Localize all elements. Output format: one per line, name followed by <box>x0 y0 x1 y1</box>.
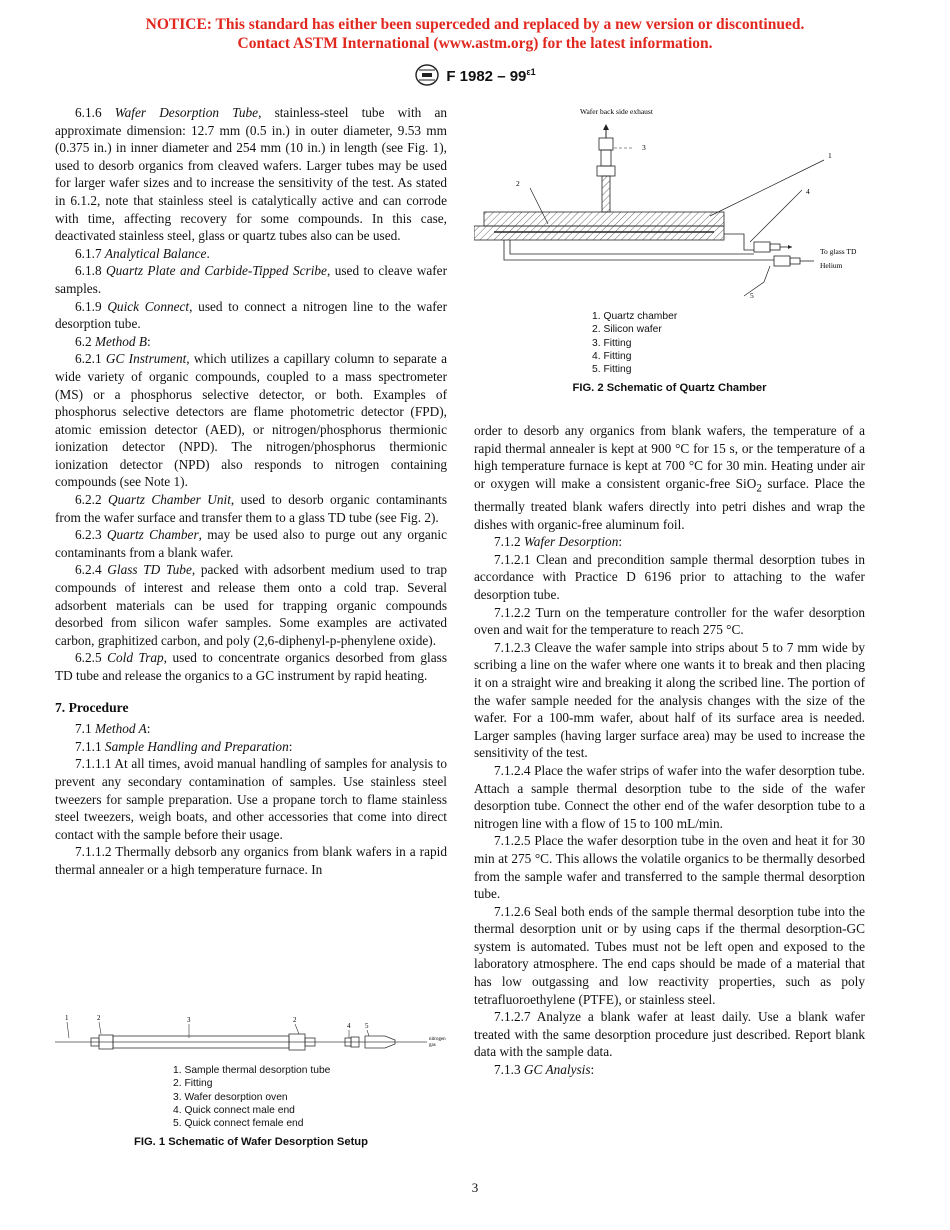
para-7-1-1-1: 7.1.1.1 At all times, avoid manual handling of samples for analysis to prevent any secondary contamination of samples. Use stainless steel tweezers for sample preparation. Use a propane torch to flame stainless steel tweezers, weigh boats, and other accessories that come into direct contact with the sample before their usage. <box>55 756 447 842</box>
fig1-legend <box>173 1064 330 1130</box>
fig1-legend-item: 3. Wafer desorption oven <box>173 1091 288 1103</box>
fig2-label-1: 1 <box>828 151 832 160</box>
para-6-1-7: 6.1.7 Analytical Balance. <box>75 245 210 261</box>
fig1-legend-item: 4. Quick connect male end <box>173 1104 295 1116</box>
wafer-desorption-setup-drawing <box>55 1008 447 1068</box>
astm-logo-icon <box>414 64 440 90</box>
document-header <box>0 64 950 90</box>
figure-1 <box>55 1008 447 1158</box>
para-6-2-4: 6.2.4 Glass TD Tube, packed with adsorbent medium used to trap compounds of interest and release them onto a cold trap. Several adsorbent materials can be used for trapping organic compounds desorbed from silicon wafer samples. Some examples are activated carbon, graphitized carbon, and poly (2,6-diphenyl-p-phenylene oxide). <box>55 562 447 648</box>
fig1-caption: FIG. 1 Schematic of Wafer Desorption Setup <box>134 1136 368 1148</box>
notice-line-2: Contact ASTM International (www.astm.org) for the latest information. <box>237 35 713 52</box>
fig2-label-2: 2 <box>516 179 520 188</box>
fig1-legend-item: 5. Quick connect female end <box>173 1118 304 1130</box>
para-7-1-2-3: 7.1.2.3 Cleave the wafer sample into strips about 5 to 7 mm wide by scribing a line on the wafer where one wants it to break and then placing it on a straight wire and breaking it along the scribed line. The portion of the wafer sample needed for the analysis changes with the size of the wafer. For a 100-mm wafer, about half of its surface area is needed. Larger samples (having larger surface area) may be used to increase the sensitivity of the test. <box>474 639 865 761</box>
para-6-1-9: 6.1.9 Quick Connect, used to connect a nitrogen line to the wafer desorption tube. <box>55 298 448 332</box>
para-7-1-2: 7.1.2 Wafer Desorption: <box>494 534 623 550</box>
fig1-label-1: 1 <box>65 1014 69 1022</box>
fig1-label-3: 3 <box>187 1016 191 1024</box>
para-7-1-2-5: 7.1.2.5 Place the wafer desorption tube in the oven and heat it for 30 min at 275 °C. This allows the volatile organics to be thermally desorbed from the sample wafer and transferred to the sample thermal desorption tube. <box>474 833 865 902</box>
para-7-1-1-2-continued: order to desorb any organics from blank wafers, the temperature of a rapid thermal annealer is kept at 900 °C for 15 s, or the temperature of a high temperature furnace is kept at 700 °C for 30 min. Heating under air or oxygen will make a consistent organic-free SiO$_2$ surface. Place the thermally treated blank wafers directly into petri dishes and wrap the dishes with organic-free aluminum foil. <box>474 423 865 532</box>
fig2-legend-item: 2. Silicon wafer <box>592 324 662 336</box>
fig2-legend-item: 4. Fitting <box>592 350 632 362</box>
para-6-2-2: 6.2.2 Quartz Chamber Unit, used to desorb organic contaminants from the wafer surface and transfer them to a glass TD tube (see Fig. 2). <box>55 492 447 525</box>
fig2-legend-item: 5. Fitting <box>592 364 632 376</box>
page-number: 3 <box>471 1180 479 1195</box>
para-7-1-1: 7.1.1 Sample Handling and Preparation: <box>75 738 293 754</box>
para-7-1: 7.1 Method A: <box>75 721 151 737</box>
quartz-chamber-drawing <box>474 104 865 304</box>
para-7-1-2-7: 7.1.2.7 Analyze a blank wafer at least daily. Use a blank wafer treated with the same desorption procedure just described. Report blank data with the sample data. <box>474 1009 865 1060</box>
epsilon-mark: ε1 <box>526 66 536 77</box>
fig1-label-2b: 2 <box>293 1016 297 1024</box>
fig2-label-5: 5 <box>750 291 754 300</box>
fig2-legend-item: 3. Fitting <box>592 337 632 349</box>
left-column <box>55 104 447 879</box>
fig2-label-exhaust: Wafer back side exhaust <box>580 107 653 116</box>
fig1-label-nitrogen: nitrogen <box>429 1037 446 1042</box>
para-7-1-2-4: 7.1.2.4 Place the wafer strips of wafer into the wafer desorption tube. Attach a sample thermal desorption tube to the side of the wafer desorption tube. Connect the other end of the wafer desorption tube to a nitrogen line with a flow of 15 to 100 mL/min. <box>474 762 865 831</box>
right-column <box>474 422 865 1079</box>
para-6-1-6: 6.1.6 Wafer Desorption Tube, stainless-steel tube with an approximate dimension: 12.7 mm (0.5 in.) in outer diameter, 9.53 mm (0.375 in.) in inner diameter and 254 mm (10 in.) in length (see Fig. 1), used to desorb organics from cleaved wafers. Larger tubes may be used for larger wafer sizes and to increase the sensitivity of the test. As stated in 6.1.2, note that stainless steel is catalytically active and can corrode with time, affecting recovery for some compounds. In this case, deactivated stainless steel, glass or quartz tubes also can be used. <box>55 105 448 244</box>
para-7-1-1-2: 7.1.1.2 Thermally debsorb any organics from blank wafers in a rapid thermal annealer or a high temperature furnace. In <box>55 844 447 877</box>
fig2-legend <box>592 310 677 376</box>
fig2-label-to-glass-td: To glass TD <box>820 247 857 256</box>
para-7-1-3: 7.1.3 GC Analysis: <box>494 1062 595 1078</box>
fig2-legend-item: 1. Quartz chamber <box>592 311 678 322</box>
para-6-2-5: 6.2.5 Cold Trap, used to concentrate organics desorbed from glass TD tube and release the organics to a GC instrument by rapid heating. <box>55 650 447 683</box>
fig1-label-gas: gas <box>429 1043 436 1048</box>
fig1-legend-item: 1. Sample thermal desorption tube <box>173 1065 331 1076</box>
para-6-1-8: 6.1.8 Quartz Plate and Carbide-Tipped Scribe, used to cleave wafer samples. <box>55 263 447 296</box>
fig1-legend-item: 2. Fitting <box>173 1078 213 1090</box>
para-6-2: 6.2 Method B: <box>75 333 151 349</box>
fig1-label-4: 4 <box>347 1022 351 1030</box>
designation: F 1982 – 99 <box>446 67 527 85</box>
figure-2 <box>474 104 865 404</box>
para-6-2-1: 6.2.1 GC Instrument, which utilizes a capillary column to separate a wide variety of organic compounds, coupled to a mass spectrometer (MS) or a phosphorus selective detector, or both. Examples of phosphorus selective detectors are flame photometric detector (FPD), atomic emission detector (AED), or nitrogen/phosphorus thermionic ionization detector (NPD). The nitrogen/phosphorus thermionic ionization detector (NPD) also responds to nitrogen containing compounds (see Note 1). <box>55 351 447 490</box>
fig2-label-4: 4 <box>806 187 810 196</box>
fig2-label-3: 3 <box>642 143 646 152</box>
para-6-2-3: 6.2.3 Quartz Chamber, may be used also to purge out any organic contaminants from a blank wafer. <box>55 527 447 560</box>
para-7-1-2-1: 7.1.2.1 Clean and precondition sample thermal desorption tubes in accordance with Practice D 6196 prior to attaching to the wafer desorption tube. <box>474 551 865 602</box>
para-7-1-2-2: 7.1.2.2 Turn on the temperature controller for the wafer desorption oven and wait for the temperature to reach 275 °C. <box>474 604 865 638</box>
section-heading-procedure: 7. Procedure <box>55 699 129 715</box>
notice-banner <box>0 15 950 53</box>
para-7-1-2-6: 7.1.2.6 Seal both ends of the sample thermal desorption tube into the thermal desorption unit or by using caps if the thermal desorption-GC system is automated. Tubes must not be left open and exposed to the laboratory atmosphere. The end caps should be made of a material that has low outgassing and low reactivity properties, such as poly tetrafluoroethylene (PTFE), or stainless steel. <box>474 903 865 1007</box>
fig1-label-5: 5 <box>365 1022 369 1030</box>
fig2-caption: FIG. 2 Schematic of Quartz Chamber <box>572 382 767 394</box>
notice-line-1: NOTICE: This standard has either been superceded and replaced by a new version or discontinued. <box>145 16 805 33</box>
fig1-label-2a: 2 <box>97 1014 101 1022</box>
fig2-label-helium: Helium <box>820 261 843 270</box>
